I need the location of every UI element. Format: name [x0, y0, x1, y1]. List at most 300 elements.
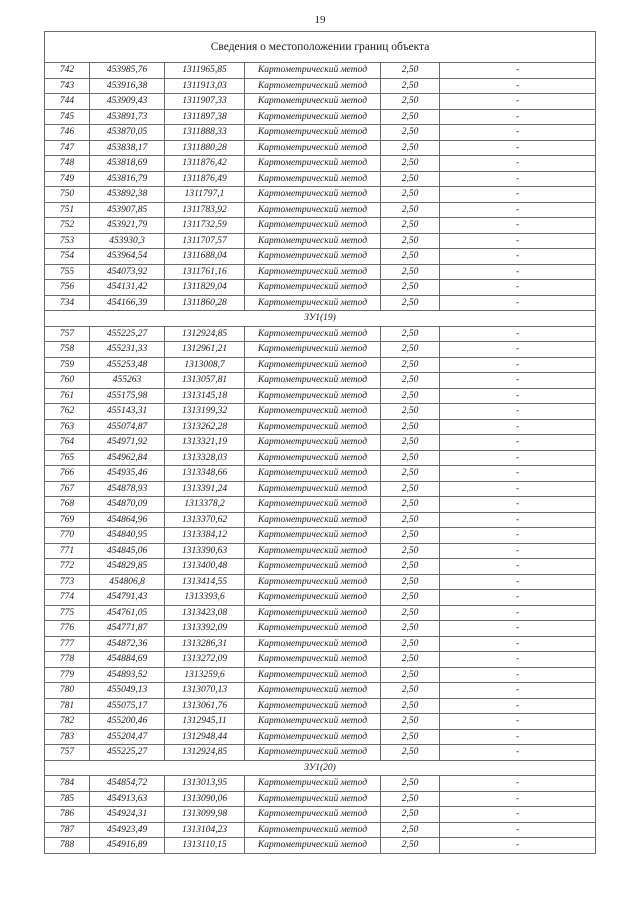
description-cell: -: [440, 63, 596, 79]
accuracy-cell: 2,50: [381, 435, 440, 451]
x-coordinate-cell: 454924,31: [90, 807, 165, 823]
x-coordinate-cell: 454870,09: [90, 497, 165, 513]
accuracy-cell: 2,50: [381, 202, 440, 218]
y-coordinate-cell: 1311888,33: [165, 125, 245, 141]
table-row: [45, 280, 596, 296]
description-cell: -: [440, 729, 596, 745]
y-coordinate-cell: 1313259,6: [165, 667, 245, 683]
method-cell: Картометрический метод: [245, 295, 381, 311]
accuracy-cell: 2,50: [381, 218, 440, 234]
accuracy-cell: 2,50: [381, 528, 440, 544]
description-cell: -: [440, 714, 596, 730]
table-row: [45, 791, 596, 807]
point-number-cell: 767: [45, 481, 90, 497]
point-number-cell: 783: [45, 729, 90, 745]
description-cell: -: [440, 202, 596, 218]
accuracy-cell: 2,50: [381, 404, 440, 420]
method-cell: Картометрический метод: [245, 156, 381, 172]
table-row: [45, 357, 596, 373]
y-coordinate-cell: 1313384,12: [165, 528, 245, 544]
method-cell: Картометрический метод: [245, 466, 381, 482]
method-cell: Картометрический метод: [245, 776, 381, 792]
point-number-cell: 768: [45, 497, 90, 513]
x-coordinate-cell: 453891,73: [90, 109, 165, 125]
table-row: [45, 249, 596, 265]
y-coordinate-cell: 1311783,92: [165, 202, 245, 218]
accuracy-cell: 2,50: [381, 249, 440, 265]
accuracy-cell: 2,50: [381, 497, 440, 513]
y-coordinate-cell: 1313423,08: [165, 605, 245, 621]
description-cell: -: [440, 156, 596, 172]
x-coordinate-cell: 454073,92: [90, 264, 165, 280]
y-coordinate-cell: 1312945,11: [165, 714, 245, 730]
y-coordinate-cell: 1312961,21: [165, 342, 245, 358]
table-row: [45, 156, 596, 172]
description-cell: -: [440, 125, 596, 141]
y-coordinate-cell: 1311688,04: [165, 249, 245, 265]
x-coordinate-cell: 453892,38: [90, 187, 165, 203]
method-cell: Картометрический метод: [245, 171, 381, 187]
x-coordinate-cell: 455204,47: [90, 729, 165, 745]
point-number-cell: 764: [45, 435, 90, 451]
x-coordinate-cell: 454916,89: [90, 838, 165, 854]
method-cell: Картометрический метод: [245, 388, 381, 404]
x-coordinate-cell: 454935,46: [90, 466, 165, 482]
x-coordinate-cell: 453916,38: [90, 78, 165, 94]
description-cell: -: [440, 512, 596, 528]
page-number: 19: [314, 14, 326, 26]
y-coordinate-cell: 1313070,13: [165, 683, 245, 699]
x-coordinate-cell: 453964,54: [90, 249, 165, 265]
x-coordinate-cell: 454878,93: [90, 481, 165, 497]
method-cell: Картометрический метод: [245, 698, 381, 714]
accuracy-cell: 2,50: [381, 233, 440, 249]
description-cell: -: [440, 574, 596, 590]
method-cell: Картометрический метод: [245, 807, 381, 823]
method-cell: Картометрический метод: [245, 63, 381, 79]
table-row: [45, 295, 596, 311]
x-coordinate-cell: 455074,87: [90, 419, 165, 435]
x-coordinate-cell: 454166,39: [90, 295, 165, 311]
accuracy-cell: 2,50: [381, 326, 440, 342]
point-number-cell: 766: [45, 466, 90, 482]
y-coordinate-cell: 1313321,19: [165, 435, 245, 451]
x-coordinate-cell: 455263: [90, 373, 165, 389]
point-number-cell: 754: [45, 249, 90, 265]
point-number-cell: 758: [45, 342, 90, 358]
y-coordinate-cell: 1311876,42: [165, 156, 245, 172]
y-coordinate-cell: 1313061,76: [165, 698, 245, 714]
description-cell: -: [440, 233, 596, 249]
point-number-cell: 749: [45, 171, 90, 187]
section-heading: ЗУ1(19): [45, 311, 596, 327]
y-coordinate-cell: 1313391,24: [165, 481, 245, 497]
y-coordinate-cell: 1313110,15: [165, 838, 245, 854]
accuracy-cell: 2,50: [381, 140, 440, 156]
table-row: [45, 373, 596, 389]
accuracy-cell: 2,50: [381, 590, 440, 606]
description-cell: -: [440, 683, 596, 699]
accuracy-cell: 2,50: [381, 357, 440, 373]
accuracy-cell: 2,50: [381, 481, 440, 497]
point-number-cell: 771: [45, 543, 90, 559]
table-row: [45, 559, 596, 575]
x-coordinate-cell: 455075,17: [90, 698, 165, 714]
method-cell: Картометрический метод: [245, 450, 381, 466]
x-coordinate-cell: 453870,05: [90, 125, 165, 141]
description-cell: -: [440, 450, 596, 466]
description-cell: -: [440, 497, 596, 513]
point-number-cell: 753: [45, 233, 90, 249]
accuracy-cell: 2,50: [381, 667, 440, 683]
table-row: [45, 729, 596, 745]
description-cell: -: [440, 435, 596, 451]
x-coordinate-cell: 455225,27: [90, 326, 165, 342]
table-row: [45, 233, 596, 249]
y-coordinate-cell: 1311707,57: [165, 233, 245, 249]
x-coordinate-cell: 454864,96: [90, 512, 165, 528]
x-coordinate-cell: 454913,63: [90, 791, 165, 807]
x-coordinate-cell: 453816,79: [90, 171, 165, 187]
accuracy-cell: 2,50: [381, 264, 440, 280]
method-cell: Картометрический метод: [245, 512, 381, 528]
description-cell: -: [440, 388, 596, 404]
accuracy-cell: 2,50: [381, 109, 440, 125]
x-coordinate-cell: 455253,48: [90, 357, 165, 373]
table-row: [45, 652, 596, 668]
description-cell: -: [440, 264, 596, 280]
method-cell: Картометрический метод: [245, 249, 381, 265]
point-number-cell: 787: [45, 822, 90, 838]
x-coordinate-cell: 453907,85: [90, 202, 165, 218]
accuracy-cell: 2,50: [381, 280, 440, 296]
method-cell: Картометрический метод: [245, 543, 381, 559]
description-cell: -: [440, 249, 596, 265]
point-number-cell: 756: [45, 280, 90, 296]
method-cell: Картометрический метод: [245, 497, 381, 513]
description-cell: -: [440, 807, 596, 823]
description-cell: -: [440, 822, 596, 838]
description-cell: -: [440, 419, 596, 435]
accuracy-cell: 2,50: [381, 512, 440, 528]
method-cell: Картометрический метод: [245, 264, 381, 280]
description-cell: -: [440, 404, 596, 420]
accuracy-cell: 2,50: [381, 94, 440, 110]
accuracy-cell: 2,50: [381, 187, 440, 203]
method-cell: Картометрический метод: [245, 636, 381, 652]
description-cell: -: [440, 698, 596, 714]
y-coordinate-cell: 1313370,62: [165, 512, 245, 528]
y-coordinate-cell: 1312948,44: [165, 729, 245, 745]
method-cell: Картометрический метод: [245, 218, 381, 234]
point-number-cell: 774: [45, 590, 90, 606]
description-cell: -: [440, 636, 596, 652]
y-coordinate-cell: 1312924,85: [165, 326, 245, 342]
point-number-cell: 777: [45, 636, 90, 652]
point-number-cell: 765: [45, 450, 90, 466]
method-cell: Картометрический метод: [245, 605, 381, 621]
boundary-coordinates-table: [44, 31, 596, 854]
point-number-cell: 743: [45, 78, 90, 94]
x-coordinate-cell: 454829,85: [90, 559, 165, 575]
point-number-cell: 775: [45, 605, 90, 621]
accuracy-cell: 2,50: [381, 543, 440, 559]
description-cell: -: [440, 838, 596, 854]
description-cell: -: [440, 171, 596, 187]
table-row: [45, 822, 596, 838]
method-cell: Картометрический метод: [245, 187, 381, 203]
x-coordinate-cell: 454771,87: [90, 621, 165, 637]
x-coordinate-cell: 453838,17: [90, 140, 165, 156]
x-coordinate-cell: 454923,49: [90, 822, 165, 838]
description-cell: -: [440, 776, 596, 792]
table-row: [45, 202, 596, 218]
accuracy-cell: 2,50: [381, 295, 440, 311]
method-cell: Картометрический метод: [245, 714, 381, 730]
y-coordinate-cell: 1311897,38: [165, 109, 245, 125]
point-number-cell: 744: [45, 94, 90, 110]
table-row: [45, 481, 596, 497]
method-cell: Картометрический метод: [245, 574, 381, 590]
table-row: [45, 326, 596, 342]
table-row: [45, 63, 596, 79]
y-coordinate-cell: 1313393,6: [165, 590, 245, 606]
table-row: [45, 171, 596, 187]
table-row: [45, 714, 596, 730]
method-cell: Картометрический метод: [245, 481, 381, 497]
point-number-cell: 772: [45, 559, 90, 575]
point-number-cell: 734: [45, 295, 90, 311]
x-coordinate-cell: 454884,69: [90, 652, 165, 668]
point-number-cell: 746: [45, 125, 90, 141]
boundary-table-sheet: [44, 31, 595, 854]
x-coordinate-cell: 453985,76: [90, 63, 165, 79]
method-cell: Картометрический метод: [245, 729, 381, 745]
y-coordinate-cell: 1313414,55: [165, 574, 245, 590]
x-coordinate-cell: 454806,8: [90, 574, 165, 590]
y-coordinate-cell: 1311876,49: [165, 171, 245, 187]
method-cell: Картометрический метод: [245, 435, 381, 451]
accuracy-cell: 2,50: [381, 807, 440, 823]
y-coordinate-cell: 1311907,33: [165, 94, 245, 110]
method-cell: Картометрический метод: [245, 326, 381, 342]
section-heading-row: [45, 760, 596, 776]
accuracy-cell: 2,50: [381, 636, 440, 652]
point-number-cell: 759: [45, 357, 90, 373]
x-coordinate-cell: 455225,27: [90, 745, 165, 761]
table-row: [45, 109, 596, 125]
section-heading: ЗУ1(20): [45, 760, 596, 776]
x-coordinate-cell: 453930,3: [90, 233, 165, 249]
table-row: [45, 667, 596, 683]
y-coordinate-cell: 1312924,85: [165, 745, 245, 761]
point-number-cell: 760: [45, 373, 90, 389]
point-number-cell: 782: [45, 714, 90, 730]
table-row: [45, 543, 596, 559]
description-cell: -: [440, 528, 596, 544]
description-cell: -: [440, 94, 596, 110]
table-row: [45, 838, 596, 854]
point-number-cell: 757: [45, 326, 90, 342]
table-row: [45, 590, 596, 606]
method-cell: Картометрический метод: [245, 140, 381, 156]
accuracy-cell: 2,50: [381, 156, 440, 172]
y-coordinate-cell: 1311880,28: [165, 140, 245, 156]
description-cell: -: [440, 605, 596, 621]
x-coordinate-cell: 454791,43: [90, 590, 165, 606]
description-cell: -: [440, 791, 596, 807]
description-cell: -: [440, 218, 596, 234]
y-coordinate-cell: 1313286,31: [165, 636, 245, 652]
table-row: [45, 94, 596, 110]
y-coordinate-cell: 1313390,63: [165, 543, 245, 559]
method-cell: Картометрический метод: [245, 125, 381, 141]
x-coordinate-cell: 454854,72: [90, 776, 165, 792]
y-coordinate-cell: 1311829,04: [165, 280, 245, 296]
method-cell: Картометрический метод: [245, 357, 381, 373]
accuracy-cell: 2,50: [381, 559, 440, 575]
point-number-cell: 752: [45, 218, 90, 234]
description-cell: -: [440, 78, 596, 94]
method-cell: Картометрический метод: [245, 791, 381, 807]
description-cell: -: [440, 745, 596, 761]
method-cell: Картометрический метод: [245, 590, 381, 606]
table-row: [45, 776, 596, 792]
section-heading-row: [45, 311, 596, 327]
accuracy-cell: 2,50: [381, 419, 440, 435]
point-number-cell: 773: [45, 574, 90, 590]
table-row: [45, 419, 596, 435]
y-coordinate-cell: 1313104,23: [165, 822, 245, 838]
table-row: [45, 745, 596, 761]
table-row: [45, 78, 596, 94]
point-number-cell: 780: [45, 683, 90, 699]
description-cell: -: [440, 466, 596, 482]
y-coordinate-cell: 1313099,98: [165, 807, 245, 823]
table-row: [45, 140, 596, 156]
method-cell: Картометрический метод: [245, 745, 381, 761]
x-coordinate-cell: 454131,42: [90, 280, 165, 296]
table-row: [45, 125, 596, 141]
method-cell: Картометрический метод: [245, 78, 381, 94]
table-row: [45, 388, 596, 404]
accuracy-cell: 2,50: [381, 450, 440, 466]
x-coordinate-cell: 455143,31: [90, 404, 165, 420]
description-cell: -: [440, 140, 596, 156]
point-number-cell: 779: [45, 667, 90, 683]
x-coordinate-cell: 454845,06: [90, 543, 165, 559]
table-row: [45, 497, 596, 513]
x-coordinate-cell: 455231,33: [90, 342, 165, 358]
point-number-cell: 769: [45, 512, 90, 528]
method-cell: Картометрический метод: [245, 280, 381, 296]
accuracy-cell: 2,50: [381, 342, 440, 358]
accuracy-cell: 2,50: [381, 698, 440, 714]
table-row: [45, 512, 596, 528]
point-number-cell: 788: [45, 838, 90, 854]
y-coordinate-cell: 1313348,66: [165, 466, 245, 482]
y-coordinate-cell: 1313328,03: [165, 450, 245, 466]
x-coordinate-cell: 453909,43: [90, 94, 165, 110]
y-coordinate-cell: 1311860,28: [165, 295, 245, 311]
point-number-cell: 750: [45, 187, 90, 203]
y-coordinate-cell: 1311761,16: [165, 264, 245, 280]
table-row: [45, 218, 596, 234]
accuracy-cell: 2,50: [381, 745, 440, 761]
point-number-cell: 786: [45, 807, 90, 823]
method-cell: Картометрический метод: [245, 233, 381, 249]
y-coordinate-cell: 1311913,03: [165, 78, 245, 94]
table-row: [45, 342, 596, 358]
accuracy-cell: 2,50: [381, 729, 440, 745]
accuracy-cell: 2,50: [381, 63, 440, 79]
accuracy-cell: 2,50: [381, 683, 440, 699]
method-cell: Картометрический метод: [245, 667, 381, 683]
method-cell: Картометрический метод: [245, 342, 381, 358]
point-number-cell: 745: [45, 109, 90, 125]
method-cell: Картометрический метод: [245, 202, 381, 218]
accuracy-cell: 2,50: [381, 621, 440, 637]
y-coordinate-cell: 1313008,7: [165, 357, 245, 373]
description-cell: -: [440, 109, 596, 125]
method-cell: Картометрический метод: [245, 528, 381, 544]
x-coordinate-cell: 453818,69: [90, 156, 165, 172]
point-number-cell: 778: [45, 652, 90, 668]
x-coordinate-cell: 454893,52: [90, 667, 165, 683]
description-cell: -: [440, 621, 596, 637]
x-coordinate-cell: 453921,79: [90, 218, 165, 234]
point-number-cell: 770: [45, 528, 90, 544]
description-cell: -: [440, 481, 596, 497]
description-cell: -: [440, 667, 596, 683]
method-cell: Картометрический метод: [245, 621, 381, 637]
description-cell: -: [440, 295, 596, 311]
table-row: [45, 698, 596, 714]
table-row: [45, 528, 596, 544]
method-cell: Картометрический метод: [245, 559, 381, 575]
table-title: Сведения о местоположении границ объекта: [45, 32, 596, 63]
point-number-cell: 757: [45, 745, 90, 761]
description-cell: -: [440, 280, 596, 296]
description-cell: -: [440, 373, 596, 389]
description-cell: -: [440, 559, 596, 575]
table-row: [45, 636, 596, 652]
table-row: [45, 574, 596, 590]
description-cell: -: [440, 590, 596, 606]
point-number-cell: 781: [45, 698, 90, 714]
accuracy-cell: 2,50: [381, 776, 440, 792]
accuracy-cell: 2,50: [381, 791, 440, 807]
point-number-cell: 747: [45, 140, 90, 156]
y-coordinate-cell: 1313262,28: [165, 419, 245, 435]
table-row: [45, 404, 596, 420]
point-number-cell: 785: [45, 791, 90, 807]
description-cell: -: [440, 326, 596, 342]
table-row: [45, 621, 596, 637]
point-number-cell: 762: [45, 404, 90, 420]
table-row: [45, 466, 596, 482]
point-number-cell: 755: [45, 264, 90, 280]
accuracy-cell: 2,50: [381, 125, 440, 141]
accuracy-cell: 2,50: [381, 714, 440, 730]
x-coordinate-cell: 454761,05: [90, 605, 165, 621]
accuracy-cell: 2,50: [381, 838, 440, 854]
table-row: [45, 450, 596, 466]
y-coordinate-cell: 1313392,09: [165, 621, 245, 637]
method-cell: Картометрический метод: [245, 683, 381, 699]
table-title-row: [45, 32, 596, 63]
table-row: [45, 187, 596, 203]
